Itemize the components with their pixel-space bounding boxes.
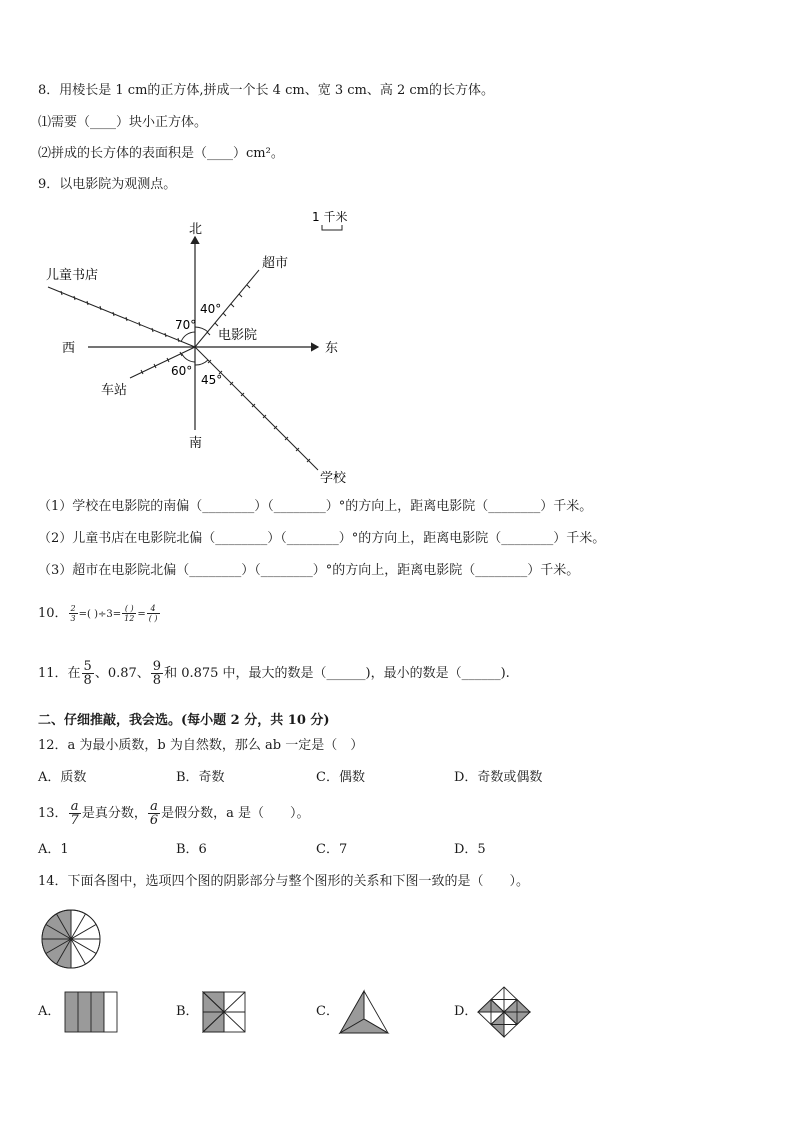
arc-60	[182, 354, 195, 362]
scale-bar	[322, 225, 342, 230]
q8-part2: ⑵拼成的长方体的表面积是（____）cm²。	[38, 146, 284, 161]
q14-option-b-label[interactable]: B．	[176, 1004, 199, 1019]
q13-option-c[interactable]: C．7	[316, 842, 348, 857]
label-supermarket: 超市	[262, 256, 289, 271]
q13-option-b[interactable]: B．6	[176, 842, 207, 857]
q14-option-a-figure[interactable]	[63, 990, 121, 1034]
q11-frac2-den: 8	[152, 673, 162, 688]
angle-40: 40°	[200, 302, 222, 316]
arc-70	[181, 332, 195, 342]
q12-option-d[interactable]: D．奇数或偶数	[454, 770, 543, 785]
direction-diagram	[0, 195, 794, 495]
q9-stem: 9．以电影院为观测点。	[38, 177, 177, 192]
arc-40	[195, 327, 208, 332]
q10-frac3-num: 4	[147, 604, 160, 614]
section2-heading: 二、仔细推敲，我会选。(每小题 2 分，共 10 分)	[38, 713, 330, 728]
q13-text2: 是假分数，a 是（ ）。	[161, 806, 310, 821]
q10-frac1-num: 2	[70, 604, 76, 613]
q11-frac2-num: 9	[152, 659, 162, 674]
q12-option-b[interactable]: B．奇数	[176, 770, 225, 785]
q8-part1: ⑴需要（____）块小正方体。	[38, 115, 208, 130]
label-south: 南	[189, 436, 203, 451]
q10-frac2-den: 12	[124, 614, 135, 623]
q8-stem: 8．用棱长是 1 cm的正方体,拼成一个长 4 cm、宽 3 cm、高 2 cm的长方体。	[38, 83, 494, 98]
q11-text1: 、0.87、	[94, 666, 150, 681]
q10-equals: =	[137, 609, 146, 620]
q13-frac2-den: 6	[149, 813, 159, 828]
scale-label: 1 千米	[312, 210, 348, 224]
q10-frac1-den: 3	[70, 614, 76, 623]
q11	[38, 660, 510, 687]
q14-option-a-label[interactable]: A．	[38, 1004, 61, 1019]
q10-frac3-den: ( )	[148, 614, 158, 623]
q11-text2: 和 0.875 中，最大的数是（______)，最小的数是（______).	[164, 666, 510, 681]
q13-frac2-num: a	[148, 800, 160, 814]
q13-number: 13．	[38, 806, 68, 821]
q13-text1: 是真分数，	[81, 806, 147, 821]
q12-stem: 12．a 为最小质数，b 为自然数，那么 ab 一定是（ ）	[38, 738, 364, 753]
q10	[38, 604, 161, 624]
q11-number: 11．在	[38, 666, 81, 681]
arc-45	[195, 360, 208, 365]
q9-part3: （3）超市在电影院北偏（________）（________）°的方向上，距离电影院（________）千米。	[38, 563, 580, 578]
label-bookstore: 儿童书店	[46, 268, 99, 283]
label-school: 学校	[320, 471, 347, 486]
q14-option-c-figure[interactable]	[337, 988, 391, 1036]
q13	[38, 800, 310, 827]
label-center: 电影院	[218, 328, 258, 343]
q14-option-d-label[interactable]: D．	[454, 1004, 478, 1019]
q14-reference-circle	[39, 907, 103, 971]
q14-stem: 14．下面各图中，选项四个图的阴影部分与整个图形的关系和下图一致的是（ ）。	[38, 874, 530, 889]
q10-middle: =( )÷3=	[78, 609, 122, 620]
angle-45: 45°	[201, 373, 223, 387]
label-north: 北	[189, 222, 203, 237]
q13-frac1-den: 7	[70, 813, 79, 828]
q12-option-a[interactable]: A．质数	[38, 770, 87, 785]
angle-60: 60°	[171, 364, 193, 378]
ray-bookstore	[48, 287, 195, 347]
q14-option-b-figure[interactable]	[200, 989, 248, 1035]
label-east: 东	[325, 341, 339, 356]
q12-option-c[interactable]: C．偶数	[316, 770, 365, 785]
q9-part2: （2）儿童书店在电影院北偏（________）（________）°的方向上，距离电影院（________）千米。	[38, 531, 606, 546]
q11-frac1-den: 8	[83, 673, 92, 688]
q11-frac1-num: 5	[83, 659, 92, 674]
q14-option-c-label[interactable]: C．	[316, 1004, 339, 1019]
q13-frac1-num: a	[69, 800, 81, 814]
q13-option-a[interactable]: A．1	[38, 842, 69, 857]
label-station: 车站	[101, 383, 128, 398]
q13-option-d[interactable]: D．5	[454, 842, 486, 857]
q10-frac2-num: ( )	[122, 604, 136, 614]
q10-number: 10．	[38, 606, 68, 621]
q14-option-d-figure[interactable]	[476, 985, 532, 1039]
q9-part1: （1）学校在电影院的南偏（________）（________）°的方向上，距离电影院（________）千米。	[38, 499, 593, 514]
label-west: 西	[62, 341, 76, 356]
angle-70: 70°	[175, 318, 197, 332]
ray-school	[195, 347, 318, 470]
